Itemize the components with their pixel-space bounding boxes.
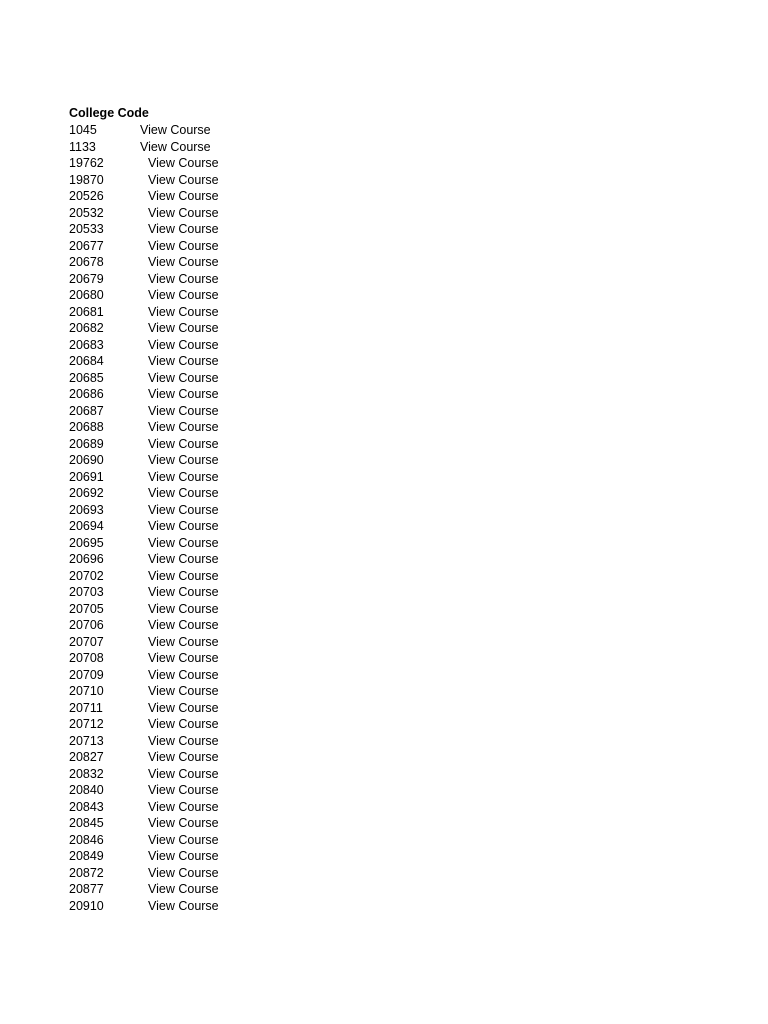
- list-item: [69, 436, 369, 453]
- list-item: [69, 337, 369, 354]
- view-course-link[interactable]: View Course: [148, 288, 219, 302]
- view-course-link[interactable]: View Course: [148, 172, 219, 187]
- view-course-link[interactable]: View Course: [148, 832, 219, 847]
- view-course-link[interactable]: View Course: [148, 634, 219, 649]
- view-course-link[interactable]: View Course: [148, 205, 219, 220]
- list-item: [69, 122, 369, 139]
- list-item: [69, 617, 369, 634]
- list-item: [69, 304, 369, 321]
- view-course-link[interactable]: View Course: [148, 189, 219, 203]
- college-code: 20687: [69, 403, 104, 418]
- view-course-link[interactable]: View Course: [148, 387, 219, 401]
- college-code: 20688: [69, 420, 104, 434]
- college-code: 20713: [69, 733, 104, 748]
- list-item: [69, 287, 369, 304]
- view-course-link[interactable]: View Course: [148, 255, 219, 269]
- college-code: 20682: [69, 321, 104, 335]
- view-course-link[interactable]: View Course: [148, 403, 219, 418]
- view-course-link[interactable]: View Course: [148, 502, 219, 517]
- list-item: [69, 568, 369, 585]
- college-code: 20693: [69, 502, 104, 517]
- view-course-link[interactable]: View Course: [148, 585, 219, 599]
- view-course-link[interactable]: View Course: [148, 519, 219, 533]
- view-course-link[interactable]: View Course: [148, 618, 219, 632]
- college-code-list: [69, 122, 369, 914]
- view-course-link[interactable]: View Course: [148, 684, 219, 698]
- college-code: 20872: [69, 865, 104, 880]
- view-course-link[interactable]: View Course: [148, 271, 219, 286]
- view-course-link[interactable]: View Course: [148, 552, 219, 566]
- college-code: 20684: [69, 354, 104, 368]
- view-course-link[interactable]: View Course: [148, 783, 219, 797]
- list-item: [69, 221, 369, 238]
- view-course-link[interactable]: View Course: [148, 304, 219, 319]
- list-item: [69, 238, 369, 255]
- list-item: [69, 155, 369, 172]
- view-course-link[interactable]: View Course: [148, 486, 219, 500]
- list-item: [69, 601, 369, 618]
- list-item: [69, 485, 369, 502]
- view-course-link[interactable]: View Course: [148, 849, 219, 863]
- college-code: 20680: [69, 288, 104, 302]
- list-item: [69, 716, 369, 733]
- view-course-link[interactable]: View Course: [148, 370, 219, 385]
- view-course-link[interactable]: View Course: [148, 453, 219, 467]
- view-course-link[interactable]: View Course: [148, 321, 219, 335]
- college-code: 20691: [69, 469, 104, 484]
- college-code: 20685: [69, 370, 104, 385]
- college-code: 20849: [69, 849, 104, 863]
- college-code: 20703: [69, 585, 104, 599]
- college-code: 20526: [69, 189, 104, 203]
- list-item: [69, 815, 369, 832]
- view-course-link[interactable]: View Course: [148, 700, 219, 715]
- list-item: [69, 320, 369, 337]
- list-item: [69, 683, 369, 700]
- list-item: [69, 370, 369, 387]
- list-item: [69, 782, 369, 799]
- view-course-link[interactable]: View Course: [148, 898, 219, 913]
- view-course-link[interactable]: View Course: [140, 123, 211, 137]
- college-code: 20827: [69, 750, 104, 764]
- list-item: [69, 749, 369, 766]
- view-course-link[interactable]: View Course: [148, 354, 219, 368]
- college-code: 20877: [69, 882, 104, 896]
- column-header-college-code: College Code: [69, 106, 149, 120]
- college-code: 20705: [69, 601, 104, 616]
- list-item: [69, 881, 369, 898]
- college-code: 20678: [69, 255, 104, 269]
- list-item: [69, 139, 369, 156]
- list-item: [69, 469, 369, 486]
- list-item: [69, 584, 369, 601]
- view-course-link[interactable]: View Course: [148, 799, 219, 814]
- college-code-sheet: [69, 105, 369, 914]
- view-course-link[interactable]: View Course: [148, 601, 219, 616]
- list-item: [69, 832, 369, 849]
- view-course-link[interactable]: View Course: [148, 667, 219, 682]
- college-code: 20677: [69, 238, 104, 253]
- college-code: 20686: [69, 387, 104, 401]
- list-item: [69, 353, 369, 370]
- college-code: 19762: [69, 156, 104, 170]
- list-item: [69, 898, 369, 915]
- list-item: [69, 452, 369, 469]
- view-course-link[interactable]: View Course: [148, 865, 219, 880]
- list-item: [69, 535, 369, 552]
- list-item: [69, 865, 369, 882]
- view-course-link[interactable]: View Course: [148, 469, 219, 484]
- college-code: 20696: [69, 552, 104, 566]
- college-code: 20679: [69, 271, 104, 286]
- college-code: 19870: [69, 172, 104, 187]
- view-course-link[interactable]: View Course: [140, 139, 211, 154]
- view-course-link[interactable]: View Course: [148, 717, 219, 731]
- list-item: [69, 172, 369, 189]
- college-code: 1045: [69, 123, 97, 137]
- college-code: 20690: [69, 453, 104, 467]
- college-code: 20712: [69, 717, 104, 731]
- college-code: 20707: [69, 634, 104, 649]
- college-code: 1133: [69, 139, 96, 154]
- list-item: [69, 766, 369, 783]
- college-code: 20533: [69, 222, 104, 236]
- list-item: [69, 386, 369, 403]
- view-course-link[interactable]: View Course: [148, 337, 219, 352]
- college-code: 20708: [69, 651, 104, 665]
- college-code: 20710: [69, 684, 104, 698]
- list-item: [69, 733, 369, 750]
- college-code: 20681: [69, 304, 104, 319]
- list-item: [69, 700, 369, 717]
- list-item: [69, 254, 369, 271]
- college-code: 20706: [69, 618, 104, 632]
- view-course-link[interactable]: View Course: [148, 156, 219, 170]
- list-item: [69, 518, 369, 535]
- list-item: [69, 403, 369, 420]
- college-code: 20683: [69, 337, 104, 352]
- list-item: [69, 502, 369, 519]
- list-item: [69, 667, 369, 684]
- college-code: 20910: [69, 898, 104, 913]
- list-item: [69, 650, 369, 667]
- list-item: [69, 271, 369, 288]
- view-course-link[interactable]: View Course: [148, 568, 219, 583]
- view-course-link[interactable]: View Course: [148, 535, 219, 550]
- college-code: 20689: [69, 436, 104, 451]
- list-item: [69, 205, 369, 222]
- college-code: 20843: [69, 799, 104, 814]
- view-course-link[interactable]: View Course: [148, 766, 219, 781]
- view-course-link[interactable]: View Course: [148, 222, 219, 236]
- list-item: [69, 419, 369, 436]
- college-code: 20692: [69, 486, 104, 500]
- view-course-link[interactable]: View Course: [148, 651, 219, 665]
- list-item: [69, 188, 369, 205]
- college-code: 20840: [69, 783, 104, 797]
- list-item: [69, 634, 369, 651]
- view-course-link[interactable]: View Course: [148, 733, 219, 748]
- view-course-link[interactable]: View Course: [148, 816, 219, 830]
- college-code: 20846: [69, 832, 104, 847]
- view-course-link[interactable]: View Course: [148, 750, 219, 764]
- view-course-link[interactable]: View Course: [148, 238, 219, 253]
- list-item: [69, 848, 369, 865]
- list-item: [69, 551, 369, 568]
- view-course-link[interactable]: View Course: [148, 882, 219, 896]
- college-code: 20694: [69, 519, 104, 533]
- view-course-link[interactable]: View Course: [148, 436, 219, 451]
- college-code: 20845: [69, 816, 104, 830]
- college-code: 20711: [69, 700, 103, 715]
- college-code: 20702: [69, 568, 104, 583]
- college-code: 20832: [69, 766, 104, 781]
- college-code: 20695: [69, 535, 104, 550]
- view-course-link[interactable]: View Course: [148, 420, 219, 434]
- list-item: [69, 799, 369, 816]
- college-code: 20532: [69, 205, 104, 220]
- college-code: 20709: [69, 667, 104, 682]
